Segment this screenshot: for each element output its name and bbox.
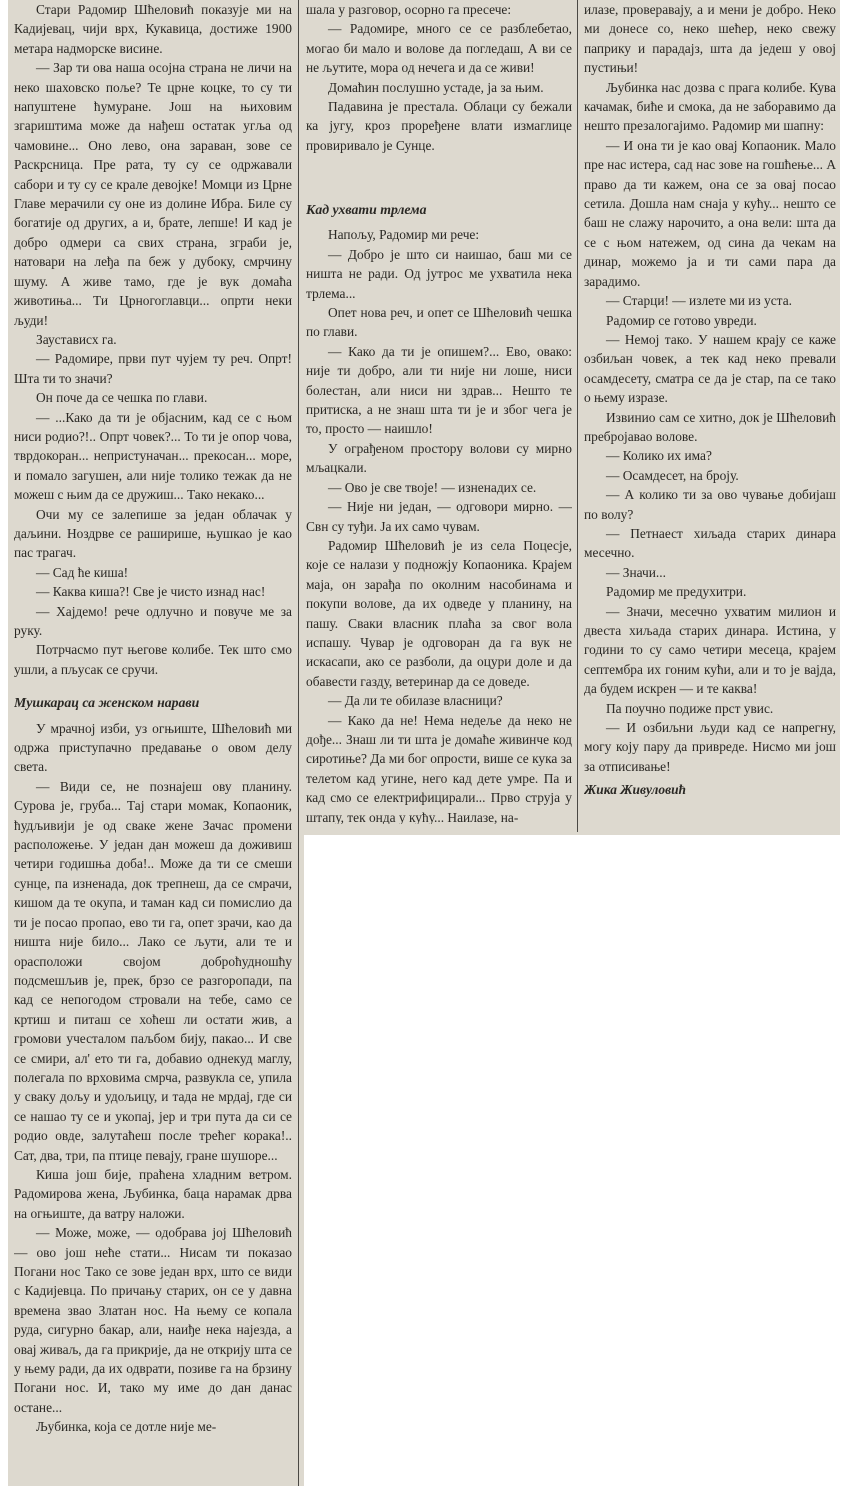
column-2-body-top (306, 0, 572, 155)
paragraph: — Колико их има? (606, 448, 712, 464)
subheading-muskarac: Мушкарац са женском нарави (14, 695, 200, 711)
paragraph: Радомир ме предухитри. (606, 584, 747, 600)
paragraph: — Како да не! Нема недеље да неко не дође... Знаш ли ти шта је домаће живинче код сиротиње? Да ми бог опрости, више се кука за телетом кад угине, него кад дете умре. Па и кад смо се електрифицирали... Прво струја у штапу, тек онда у кућу... Наилазе, на- (306, 712, 572, 824)
paragraph: Опет нова реч, и опет се Шћеловић чешка по глави. (306, 305, 572, 340)
paragraph: Стари Радомир Шћеловић показује ми на Кадијевац, чији врх, Кукавица, достиже 1900 метара надморске висине. (14, 2, 292, 56)
paragraph: — Види се, не познајеш ову планину. Сурова је, груба... Тај стари момак, Копаоник, ћудљивији је од сваке жене Зачас промени расположење. У један дан можеш да доживиш четири годишња доба!.. Може да ти се смеши сунце, па изненада, док трепнеш, да се смрачи, кишом да те окупа, и таман кад си помислио да ти је посао пропао, ево ти га, опет зрачи, као да ништа није било... Лако се љути, али те и орасположи својом доброћудношћу подсмешљив је, прек, брзо се разгоропади, па кад се непогодом стровали на тебе, само се кртиш и питаш се хоћеш ли остати жив, а громови учесталом паљбом бију, пакао... И све се смири, ал' ето ти га, добавио однекуд маглу, полегала по врховима смрча, развукла се, упила у сваку дољу и удољицу, и тада не мрдај, где си се нашао ту се и укопај, јер и три пута да си се родио овде, залутаћеш после трећег корака!.. Сат, два, три, па птице певају, гране шушоре... (14, 778, 292, 1163)
paragraph: — Старци! — излете ми из уста. (606, 293, 792, 309)
paragraph: Па поучно подиже прст увис. (606, 700, 774, 716)
paragraph: Киша још бије, праћена хладним ветром. Радомирова жена, Љубинка, баца нарамак дрва на огњиште, да ватру наложи. (14, 1166, 292, 1221)
paragraph: — Петнаест хиљада старих динара месечно. (584, 525, 836, 561)
paragraph: Заустависх га. (36, 331, 117, 347)
paragraph: Љубинка, која се дотле није ме- (36, 1419, 217, 1435)
paragraph: шала у разговор, осорно га пресече: (306, 2, 512, 17)
paragraph: — Радомире, много се се разблебетао, могао би мало и волове да погледаш, А ви се не љутите, мора од нечега и да се живи! (306, 21, 572, 76)
paragraph: — Значи... (606, 564, 666, 580)
paragraph: — Сад ће киша! (36, 564, 129, 580)
article-column-2-top (306, 0, 572, 180)
paragraph: Напољу, Радомир ми рече: (328, 227, 480, 243)
paragraph: — Зар ти ова наша осојна страна не личи на неко шаховско поље? Те црне коцке, то су ти напуштене ћумуране. Још на њиховим згариштима може да нађеш остатак угља од чамовине... Оно лево, она зараван, зове се Раскрсница. Пре рата, ту су се одржавали сабори и ту су се крале девојке! Момци из Црне Главе мерачили су оне из долине Ибра. Биле су богатије од других, а и, брате, лепше! И кад је добро одмери са свих страна, зграби је, натовари на леђа па беж у дубоку, смрчину шуму. А живе тамо, где је вук домаћа животиња... Ти Црногоглавци... опрти неки људи! (14, 60, 292, 328)
column-1-body-continued (14, 719, 292, 1437)
paragraph: У ограђеном простору волови су мирно мљацкали. (306, 440, 572, 476)
paragraph: — Ово је све твоје! — изненадих се. (328, 479, 537, 495)
column-3-body (584, 0, 836, 776)
paragraph: — А колико ти за ово чување добијаш по волу? (584, 487, 836, 522)
paragraph: — Осамдесет, на броју. (606, 467, 739, 483)
paragraph: — Хајдемо! рече одлучно и повуче ме за руку. (14, 603, 292, 638)
paragraph: — Добро је што си наишао, баш ми се ништа не ради. Од јутрос ме ухватила нека трлема... (306, 246, 572, 301)
paragraph: У мрачној изби, уз огњиште, Шћеловић ми одржа приступачно предавање о овом делу света. (14, 720, 292, 775)
paragraph: Очи му се залепише за један облачак у даљини. Ноздрве се раширише, њушкао је као пас трагач. (14, 506, 292, 561)
paragraph: илазе, проверавају, а и мени је добро. Неко ми донесе со, неко шећер, неко свежу паприку и парадајз, шта да једеш у овој пустињи! (584, 2, 836, 76)
paragraph: Он поче да се чешка по глави. (36, 390, 208, 406)
paragraph: — Каква киша?! Све је чисто изнад нас! (36, 584, 266, 600)
paragraph: Радомир се готово увреди. (606, 312, 757, 328)
paragraph: Радомир Шћеловић је из села Поцесје, које се налази у подножју Копаоника. Крајем маја, он зарађа по околним насобинама и покупи волове, да их одведе у планину, на пашу. Сваки власник плаћа за свог вола испашу. Чувар је одговоран да га вук не искасапи, ако се разболи, да оцури доле и да обавести газду, ветеринар да се доведе. (306, 537, 572, 689)
paragraph: — ...Како да ти је објасним, кад се с њом ниси родио?!.. Опрт човек?... То ти је опор чова, тврдокоран... непристуначан... прекосан... море, и помало загушен, али није толико тежак да не можеш с њим да се дружиш... Тако некако... (14, 409, 292, 503)
paragraph: Падавина је престала. Облаци су бежали ка југу, кроз проређене влати измаглице провиривало је Сунце. (306, 99, 572, 153)
byline: Жика Живуловић (584, 782, 686, 798)
article-column-3 (584, 0, 836, 835)
paragraph: — И озбиљни људи кад се напрегну, могу коју пару да привреде. Нисмо ми још за отписивање! (584, 720, 836, 774)
paragraph: — Није ни један, — одговори мирно. — Свн су туђи. Ја их само чувам. (306, 499, 572, 534)
paragraph: — Радомире, први пут чујем ту реч. Опрт! Шта ти то значи? (14, 351, 292, 386)
paragraph: — Како да ти је опишем?... Ево, овако: није ти добро, али ти није ни лоше, ниси болестан, али ниси ни здрав... Нешто те притиска, а не знаш шта ти је и због чега је то, просто — наишло! (306, 343, 572, 437)
column-1-body (14, 0, 292, 679)
paragraph: — Може, може, — одобрава јој Шћеловић — ово још неће стати... Нисам ти показао Погани нос Тако се зове један врх, што се види с Кадијевца. По причању старих, он се у давна времена звао Златан нос. На њему се копала руда, сигурно бакар, али, наиђе нека најезда, а овај живаљ, да га прикрије, да не открију шта се у њему ради, да их одврати, позиве га на брзину Погани нос. И, тако му име до дан данас остане... (14, 1225, 292, 1415)
paragraph: Домаћин послушно устаде, ја за њим. (328, 79, 544, 95)
paragraph: — И она ти је као овај Копаоник. Мало пре нас истера, сад нас зове на гошћење... А право да ти кажем, она се за овај посао сетила. Дошла нам снаја у кућу... нешто се баш не слажу нарочито, а она вели: шта да се с њом натежем, од сина да чекам на динар, можемо ја и ти сами пара да зарадимо. (584, 137, 836, 289)
column-2-body (306, 225, 572, 824)
paragraph: Извинио сам се хитно, док је Шћеловић пребројавао волове. (584, 409, 836, 444)
column-rule-2 (577, 0, 578, 832)
paragraph: Потрчасмо пут његове колибе. Тек што смо ушли, а пљусак се сручи. (14, 642, 292, 677)
column-rule-1 (298, 0, 299, 1486)
paragraph: — Да ли те обилазе власници? (328, 693, 503, 709)
article-column-2 (306, 196, 572, 824)
paragraph: — Немој тако. У нашем крају се каже озбиљан човек, а тек кад неко превали осамдесету, сматра се да је стар, па се тако о њему изразе. (584, 331, 836, 406)
article-column-1 (14, 0, 292, 1486)
paragraph: Љубинка нас дозва с прага колибе. Кува качамак, биће и смока, да не заборавимо да нешто презалогајимо. Радомир ми шапну: (584, 79, 836, 134)
paragraph: — Значи, месечно ухватим милион и двеста хиљада старих динара. Истина, у години то су само четири месеца, крајем септембра их гоним кући, али и то је вајда, да будем искрен — и те каква! (584, 603, 836, 697)
subheading-trlema: Кад ухвати трлема (306, 202, 427, 217)
